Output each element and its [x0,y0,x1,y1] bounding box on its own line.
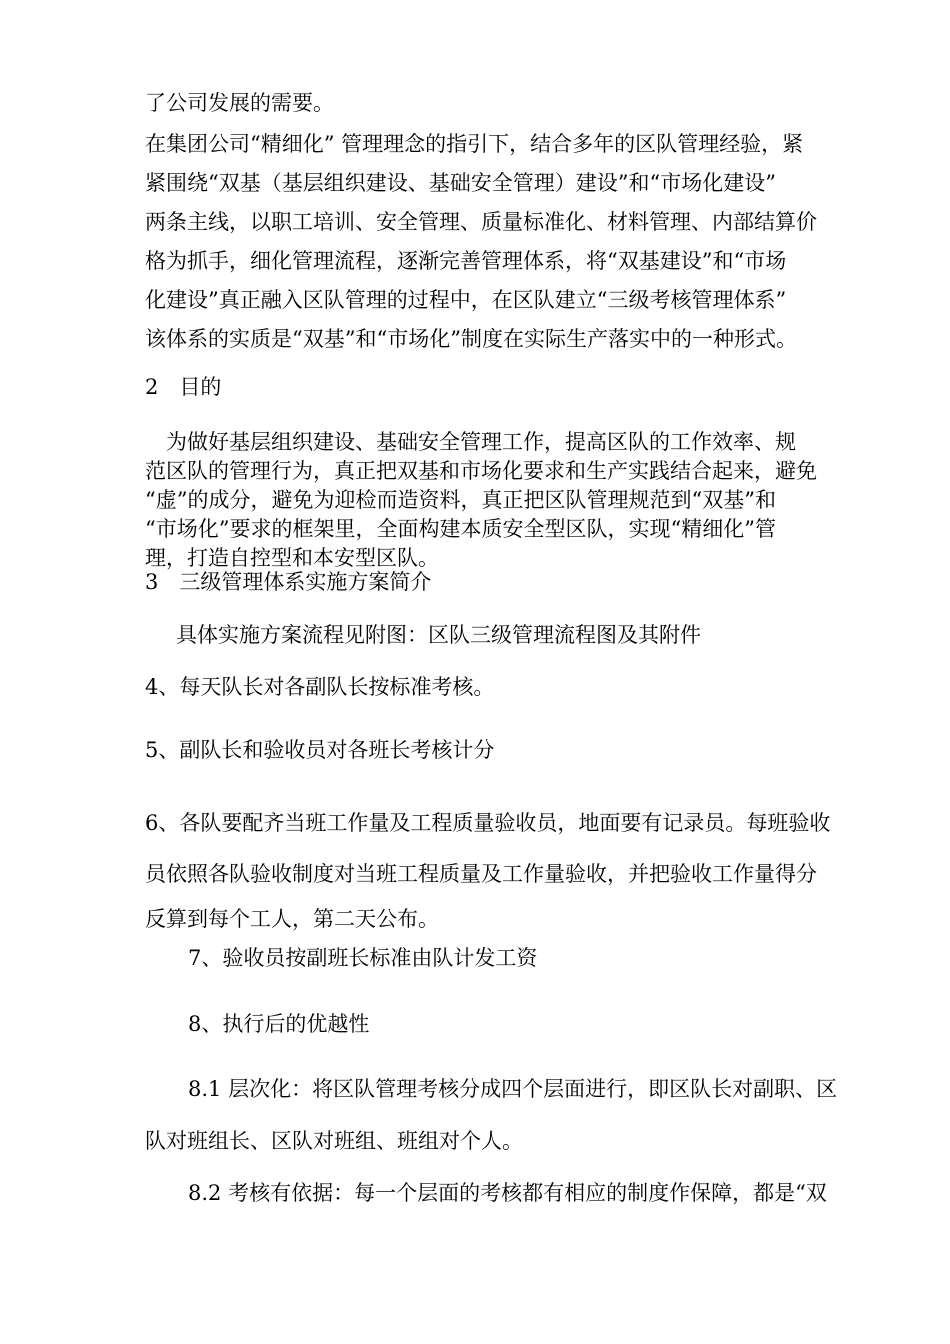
text-line: 该体系的实质是“双基”和“市场化”制度在实际生产落实中的一种形式。 [145,327,797,351]
heading-3-implementation [145,563,878,602]
heading-text: 2 目的 [145,375,222,399]
text-line: 具体实施方案流程见附图：区队三级管理流程图及其附件 [176,623,701,647]
paragraph-implementation-detail [176,616,878,655]
list-item-4 [145,668,878,707]
text-line: 8、执行后的优越性 [188,1012,370,1036]
text-line: 队对班组长、区队对班组、班组对个人。 [145,1129,523,1153]
list-item-8 [188,1005,878,1044]
text-line: 两条主线，以职工培训、安全管理、质量标准化、材料管理、内部结算价 [145,210,817,234]
list-item-8-2 [188,1174,878,1213]
text-line: 理，打造自控型和本安型区队。 [145,546,439,570]
text-line: 员依照各队验收制度对当班工程质量及工作量验收，并把验收工作量得分 [145,862,817,886]
text-line: 了公司发展的需要。 [145,91,334,115]
text-line: 格为抓手，细化管理流程，逐渐完善管理体系，将“双基建设”和“市场 [145,249,787,273]
text-line: 反算到每个工人，第二天公布。 [145,907,439,931]
text-line: 在集团公司“精细化” 管理理念的指引下，结合多年的区队管理经验，紧 [145,132,804,156]
text-line: 8.2 考核有依据：每一个层面的考核都有相应的制度作保障，都是“双 [188,1181,827,1205]
list-item-7 [188,939,878,978]
text-line: 8.1 层次化：将区队管理考核分成四个层面进行，即区队长对副职、区 [188,1077,838,1101]
text-line: 紧围绕“双基（基层组织建设、基础安全管理）建设”和“市场化建设” [145,171,776,195]
text-line: 范区队的管理行为，真正把双基和市场化要求和生产实践结合起来，避免 [145,459,817,483]
text-line: 4、每天队长对各副队长按标准考核。 [145,675,495,699]
text-line: 5、副队长和验收员对各班长考核计分 [145,738,495,762]
text-line: 化建设”真正融入区队管理的过程中，在区队建立“三级考核管理体系” [145,288,787,312]
paragraph-purpose [145,428,878,573]
list-item-8-1 [145,1063,878,1167]
heading-text: 3 三级管理体系实施方案简介 [145,570,432,594]
text-line: “市场化”要求的框架里，全面构建本质安全型区队，实现“精细化”管 [145,517,776,541]
text-line: “虚”的成分，避免为迎检而造资料，真正把区队管理规范到“双基”和 [145,488,776,512]
heading-2-purpose [145,368,878,407]
list-item-6 [145,797,878,938]
paragraph-intro-end [145,84,878,123]
text-line: 6、各队要配齐当班工作量及工程质量验收员，地面要有记录员。每班验收 [145,811,831,835]
paragraph-system-intro [145,125,878,359]
text-line: 7、验收员按副班长标准由队计发工资 [188,946,538,970]
text-line: 为做好基层组织建设、基础安全管理工作，提高区队的工作效率、规 [145,430,796,454]
list-item-5 [145,731,878,770]
